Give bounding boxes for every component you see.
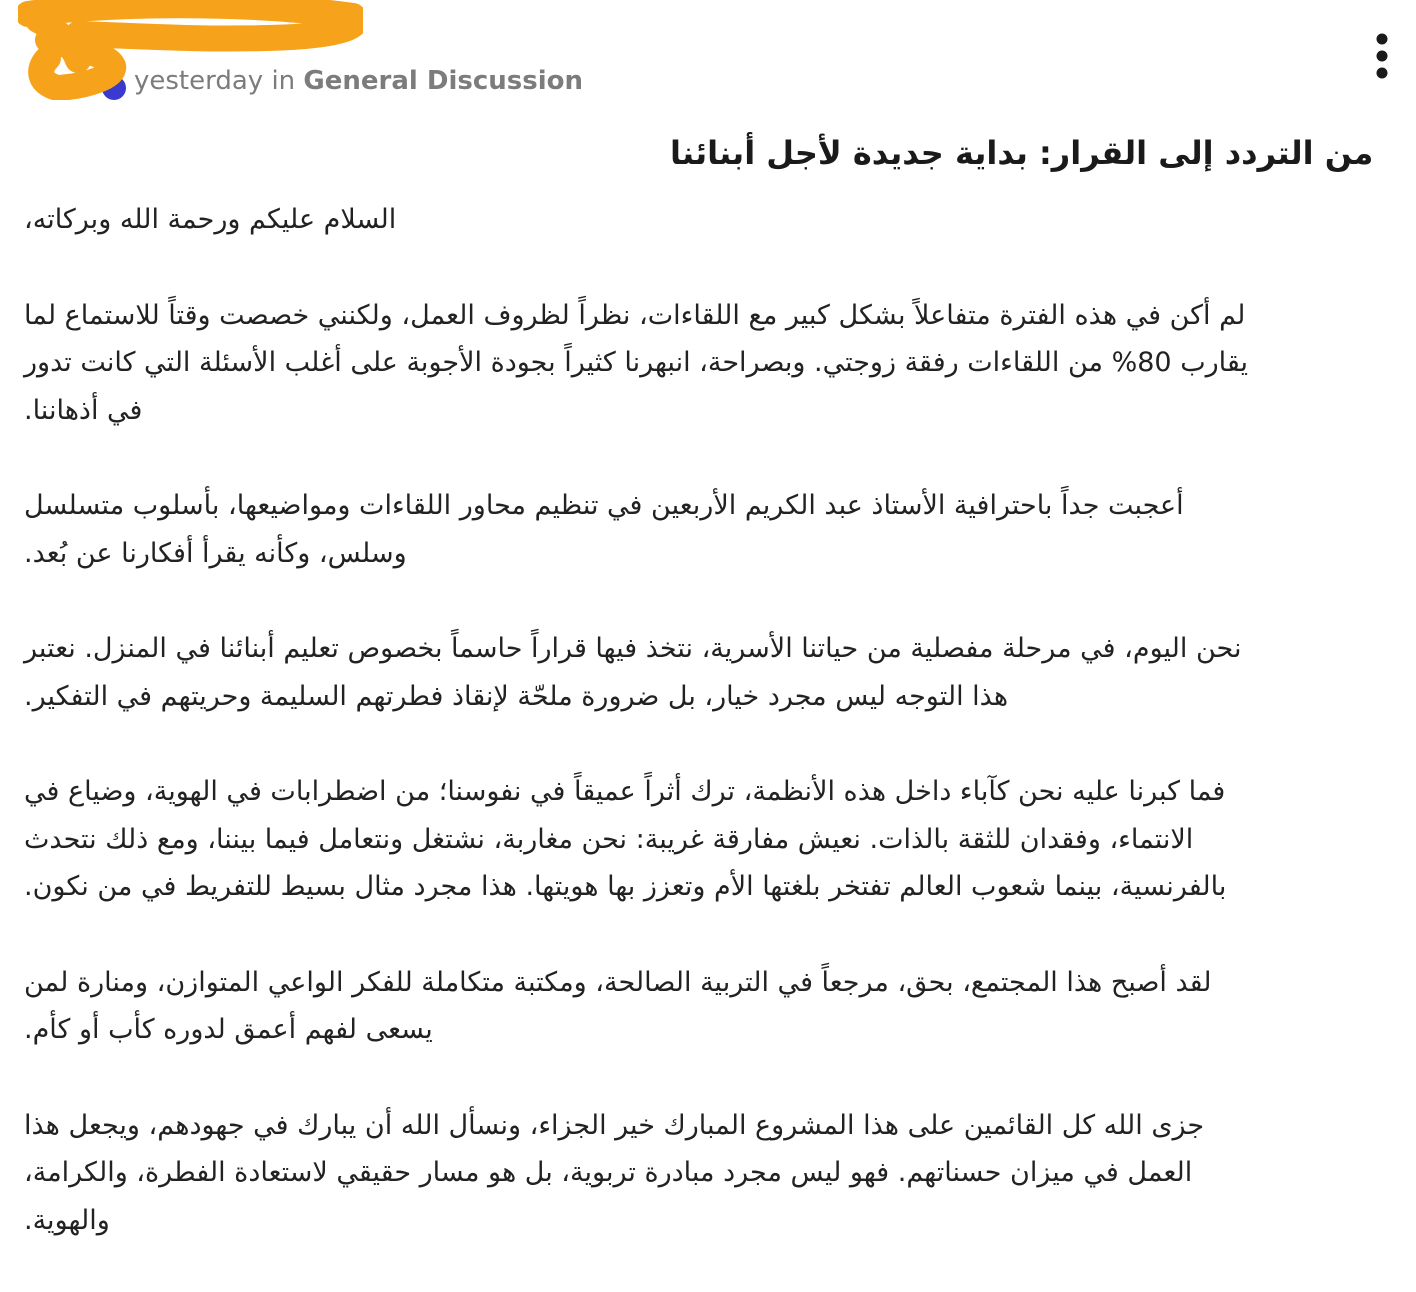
- post-body: [24, 196, 1364, 1292]
- kebab-vertical-icon: [1362, 30, 1402, 84]
- body-line: السلام عليكم ورحمة الله وبركاته،: [24, 204, 397, 235]
- post-title: [24, 128, 1392, 178]
- post-meta: [134, 66, 583, 96]
- body-line: الانتماء، وفقدان للثقة بالذات. نعيش مفارقة غريبة: نحن مغاربة، نشتغل ونتعامل فيما بيننا، ومع ذلك نتحدث: [24, 823, 1194, 855]
- more-options-button[interactable]: [1362, 30, 1402, 84]
- post-time: yesterday: [134, 66, 264, 96]
- body-line: والهوية.: [24, 1204, 110, 1236]
- body-line: وسلس، وكأنه يقرأ أفكارنا عن بُعد.: [24, 537, 407, 569]
- body-line: لم أكن في هذه الفترة متفاعلاً بشكل كبير مع اللقاءات، نظراً لظروف العمل، ولكنني خصصت وقتاً للاستماع لما: [24, 299, 1246, 331]
- body-line: يسعى لفهم أعمق لدوره كأب أو كأم.: [24, 1014, 433, 1045]
- body-paragraph: [24, 625, 1364, 720]
- body-line: في أذهاننا.: [24, 394, 143, 426]
- post-meta-in: in: [271, 66, 296, 96]
- body-paragraph: [24, 768, 1364, 911]
- body-line: نحن اليوم، في مرحلة مفصلية من حياتنا الأسرية، نتخذ فيها قراراً حاسماً بخصوص تعليم أبنائنا في المنزل. نعتبر: [24, 633, 1242, 664]
- body-line: لقد أصبح هذا المجتمع، بحق، مرجعاً في التربية الصالحة، ومكتبة متكاملة للفكر الواعي المتوازن، ومنارة لمن: [24, 966, 1212, 998]
- post-title-text: من التردد إلى القرار: بداية جديدة لأجل أبنائنا: [670, 134, 1374, 172]
- body-paragraph: [24, 482, 1364, 577]
- community-link[interactable]: General Discussion: [303, 66, 583, 96]
- body-line: يقارب 80% من اللقاءات رفقة زوجتي. وبصراحة، انبهرنا كثيراً بجودة الأجوبة على أغلب الأسئلة التي كانت تدور: [24, 347, 1249, 378]
- body-paragraph: [24, 959, 1364, 1054]
- body-line: بالفرنسية، بينما شعوب العالم تفتخر بلغتها الأم وتعزز بها هويتها. هذا مجرد مثال بسيط للتفريط في من نكون.: [24, 871, 1227, 902]
- body-line: أعجبت جداً باحترافية الأستاذ عبد الكريم الأربعين في تنظيم محاور اللقاءات ومواضيعها، بأسلوب متسلسل: [24, 490, 1184, 521]
- body-paragraph: [24, 1102, 1364, 1245]
- body-paragraph: [24, 292, 1364, 435]
- body-line: جزى الله كل القائمين على هذا المشروع المبارك خير الجزاء، ونسأل الله أن يبارك في جهودهم، ويجعل هذا: [24, 1109, 1205, 1141]
- body-line: فما كبرنا عليه نحن كآباء داخل هذه الأنظمة، ترك أثراً عميقاً في نفوسنا؛ من اضطرابات في الهوية، وضياع في: [24, 776, 1226, 807]
- body-paragraph: [24, 196, 1364, 244]
- body-line: العمل في ميزان حسناتهم. فهو ليس مجرد مبادرة تربوية، بل هو مسار حقيقي لاستعادة الفطرة، والكرامة،: [24, 1157, 1193, 1188]
- body-line: هذا التوجه ليس مجرد خيار، بل ضرورة ملحّة لإنقاذ فطرتهم السليمة وحريتهم في التفكير.: [24, 680, 1009, 712]
